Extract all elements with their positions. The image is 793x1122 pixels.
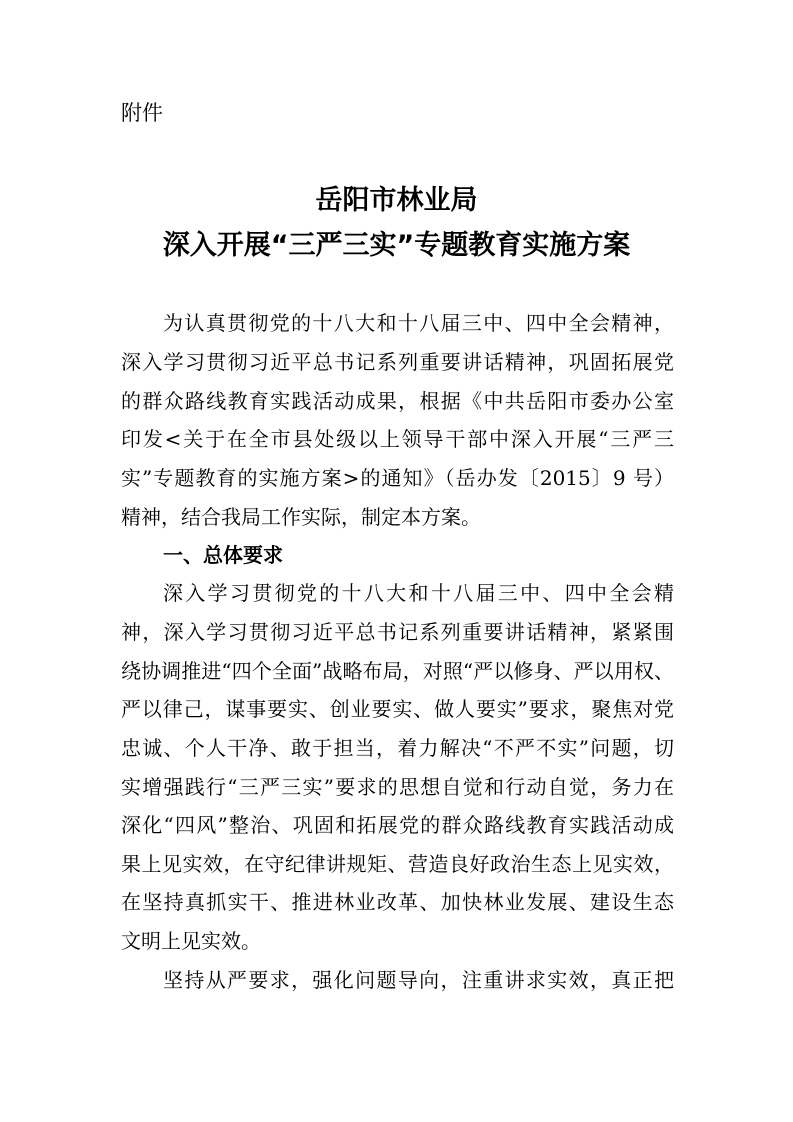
section-heading: 一、总体要求 — [163, 543, 283, 567]
body-line: 深入学习贯彻党的十八大和十八届三中、四中全会精 — [163, 581, 674, 605]
body-line: 忠诚、个人干净、敢于担当，着力解决“不严不实”问题，切 — [121, 736, 674, 760]
intro-line: 精神，结合我局工作实际，制定本方案。 — [121, 505, 481, 529]
body-line: 绕协调推进“四个全面”战略布局，对照“严以修身、严以用权、 — [121, 659, 674, 683]
intro-line: 为认真贯彻党的十八大和十八届三中、四中全会精神， — [163, 311, 674, 335]
body-line: 坚持从严要求，强化问题导向，注重讲求实效，真正把 — [163, 968, 674, 992]
document-title-line-1: 岳阳市林业局 — [315, 185, 478, 216]
body-line: 严以律己，谋事要实、创业要实、做人要实”要求，聚焦对党 — [121, 697, 674, 721]
attachment-label: 附件 — [121, 101, 163, 125]
body-line: 深化“四风”整治、巩固和拓展党的群众路线教育实践活动成 — [121, 813, 674, 837]
body-line: 在坚持真抓实干、推进林业改革、加快林业发展、建设生态 — [121, 890, 674, 914]
intro-line: 实”专题教育的实施方案>的通知》（岳办发〔2015〕9 号） — [121, 466, 674, 490]
body-line: 文明上见实效。 — [121, 929, 261, 953]
intro-line: 印发<关于在全市县处级以上领导干部中深入开展“三严三 — [121, 427, 674, 451]
body-line: 果上见实效，在守纪律讲规矩、营造良好政治生态上见实效， — [121, 852, 674, 876]
body-line: 神，深入学习贯彻习近平总书记系列重要讲话精神，紧紧围 — [121, 620, 674, 644]
document-title-line-2: 深入开展“三严三实”专题教育实施方案 — [162, 230, 631, 261]
intro-line: 的群众路线教育实践活动成果，根据《中共岳阳市委办公室 — [121, 389, 674, 413]
intro-line: 深入学习贯彻习近平总书记系列重要讲话精神，巩固拓展党 — [121, 350, 674, 374]
body-line: 实增强践行“三严三实”要求的思想自觉和行动自觉，务力在 — [121, 775, 674, 799]
